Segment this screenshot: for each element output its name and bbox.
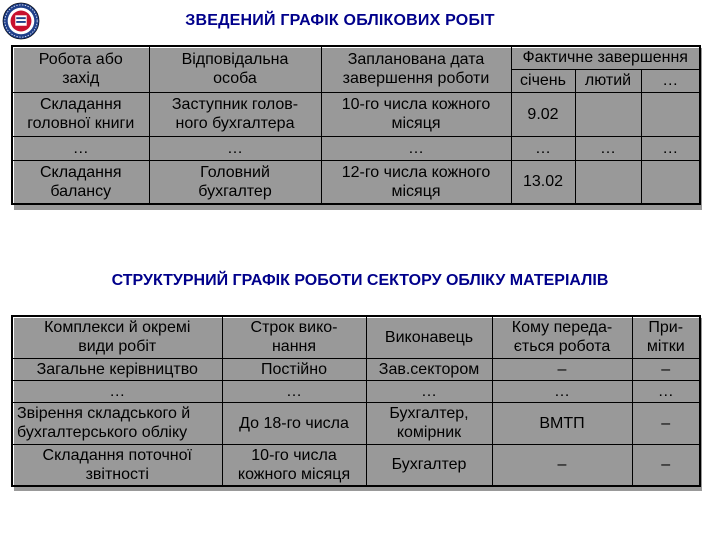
cell-recipient: – <box>492 444 632 486</box>
cell-deadline: … <box>222 380 366 402</box>
cell-recipient: … <box>492 380 632 402</box>
cell-executor: Бухгалтер, комірник <box>389 405 469 441</box>
header-executor: Виконавець <box>384 328 474 346</box>
section-title: СТРУКТУРНИЙ ГРАФІК РОБОТИ СЕКТОРУ ОБЛІКУ МАТЕРІАЛІВ <box>111 272 609 289</box>
cell-recipient: – <box>492 358 632 380</box>
cell-notes: – <box>632 358 700 380</box>
cell-work: Складання балансу <box>39 163 122 200</box>
cell-person: Головний бухгалтер <box>198 163 272 200</box>
cell-planned: … <box>321 136 511 160</box>
cell-deadline: Постійно <box>222 358 366 380</box>
header-month: лютий <box>575 69 641 92</box>
header-deadline: Строк вико- нання <box>250 319 338 356</box>
cell-deadline: До 18-го числа <box>222 402 366 444</box>
cell-month-value <box>641 160 700 204</box>
cell-month-value: … <box>641 136 700 160</box>
table-header-row <box>12 316 700 358</box>
header-month: січень <box>511 69 575 92</box>
materials-schedule-table <box>11 315 701 487</box>
table-row <box>12 402 700 444</box>
header-notes: При- мітки <box>646 319 685 356</box>
cell-executor: Зав.сектором <box>366 358 492 380</box>
university-seal-icon <box>2 2 40 40</box>
cell-month-value: 13.02 <box>511 160 575 204</box>
cell-executor: … <box>366 380 492 402</box>
cell-month-value: … <box>575 136 641 160</box>
cell-task: Загальне керівництво <box>12 358 222 380</box>
table-row <box>12 380 700 402</box>
cell-task: Складання поточної звітності <box>42 446 192 483</box>
cell-work: Складання головної книги <box>27 96 135 132</box>
header-tasks: Комплекси й окремі види робіт <box>44 319 191 356</box>
cell-task: … <box>12 380 222 402</box>
cell-notes: – <box>632 402 700 444</box>
cell-notes: … <box>632 380 700 402</box>
summary-schedule-table <box>11 45 701 205</box>
cell-month-value: … <box>511 136 575 160</box>
header-planned: Запланована дата завершення роботи <box>321 46 511 92</box>
cell-task: Звірення складського й бухгалтерського обліку <box>17 405 191 441</box>
table-row <box>12 92 700 136</box>
cell-month-value: 9.02 <box>511 92 575 136</box>
table-row <box>12 160 700 204</box>
cell-planned: 12-го числа кожного місяця <box>341 163 491 200</box>
header-month: … <box>641 69 700 92</box>
table-row <box>12 136 700 160</box>
header-person: Відповідальна особа <box>149 46 321 92</box>
header-actual: Фактичне завершення <box>511 46 700 69</box>
cell-person: Заступник голов- ного бухгалтера <box>171 96 299 132</box>
cell-executor: Бухгалтер <box>366 444 492 486</box>
cell-work: … <box>12 136 149 160</box>
cell-person: … <box>149 136 321 160</box>
cell-month-value <box>575 160 641 204</box>
table-row <box>12 444 700 486</box>
table-row <box>12 358 700 380</box>
page-title: ЗВЕДЕНИЙ ГРАФІК ОБЛІКОВИХ РОБІТ <box>185 12 495 29</box>
cell-month-value <box>641 92 700 136</box>
cell-notes: – <box>632 444 700 486</box>
header-work: Робота або захід <box>12 46 149 92</box>
cell-deadline: 10-го числа кожного місяця <box>237 446 351 483</box>
cell-month-value <box>575 92 641 136</box>
header-recipient: Кому переда- ється робота <box>511 319 613 356</box>
cell-recipient: ВМТП <box>492 402 632 444</box>
cell-planned: 10-го числа кожного місяця <box>341 96 491 132</box>
